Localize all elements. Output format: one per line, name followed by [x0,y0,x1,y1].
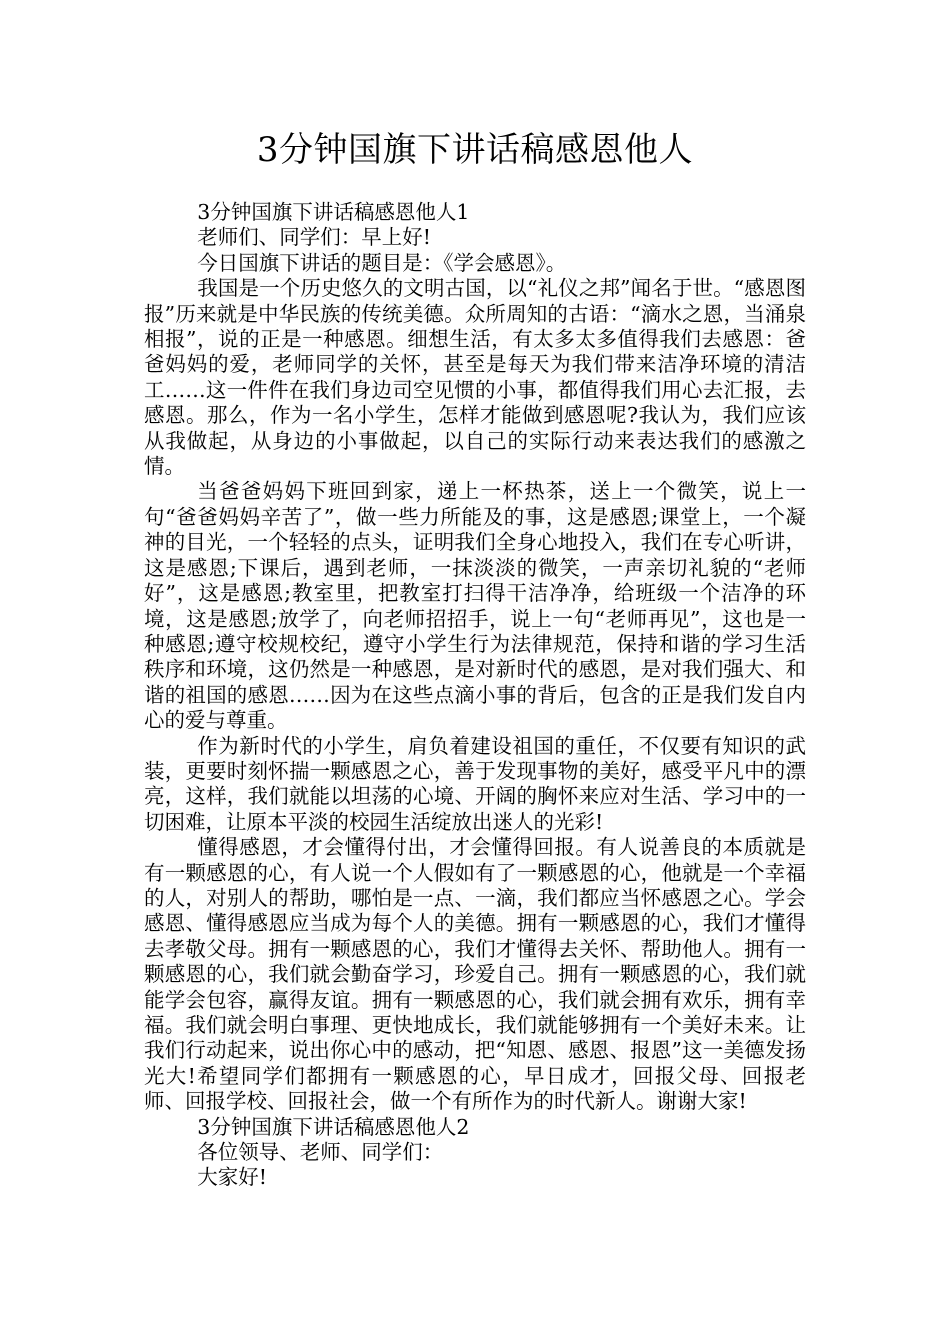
body-paragraph: 懂得感恩，才会懂得付出，才会懂得回报。有人说善良的本质就是有一颗感恩的心，有人说一个人假如有了一颗感恩的心，他就是一个幸福的人，对别人的帮助，哪怕是一点、一滴，我们都应当怀感恩之心。学会感恩、懂得感恩应当成为每个人的美德。拥有一颗感恩的心，我们才懂得去孝敬父母。拥有一颗感恩的心，我们才懂得去关怀、帮助他人。拥有一颗感恩的心，我们就会勤奋学习，珍爱自己。拥有一颗感恩的心，我们就能学会包容，赢得友谊。拥有一颗感恩的心，我们就会拥有欢乐，拥有幸福。我们就会明白事理、更快地成长，我们就能够拥有一个美好未来。让我们行动起来，说出你心中的感动，把“知恩、感恩、报恩”这一美德发扬光大!希望同学们都拥有一颗感恩的心，早日成才，回报父母、回报老师、回报学校、回报社会，做一个有所作为的时代新人。谢谢大家! [144,835,806,1114]
body-paragraph: 我国是一个历史悠久的文明古国，以“礼仪之邦”闻名于世。“感恩图报”历来就是中华民族的传统美德。众所周知的古语：“滴水之恩，当涌泉相报”，说的正是一种感恩。细想生活，有太多太多值得我们去感恩：爸爸妈妈的爱，老师同学的关怀，甚至是每天为我们带来洁净环境的清洁工……这一件件在我们身边司空见惯的小事，都值得我们用心去汇报，去感恩。那么，作为一名小学生，怎样才能做到感恩呢?我认为，我们应该从我做起，从身边的小事做起，以自己的实际行动来表达我们的感激之情。 [144,276,806,479]
greeting: 各位领导、老师、同学们： [197,1140,444,1165]
speech-topic: 今日国旗下讲话的题目是：《学会感恩》。 [197,250,567,275]
document-body [144,200,806,1191]
greeting: 大家好! [197,1165,268,1190]
body-paragraph: 当爸爸妈妈下班回到家，递上一杯热茶，送上一个微笑，说上一句“爸爸妈妈辛苦了”，做一些力所能及的事，这是感恩;课堂上，一个凝神的目光，一个轻轻的点头，证明我们全身心地投入，我们在专心听讲，这是感恩;下课后，遇到老师，一抹淡淡的微笑，一声亲切礼貌的“老师好”，这是感恩;教室里，把教室打扫得干洁净净，给班级一个洁净的环境，这是感恩;放学了，向老师招招手，说上一句“老师再见”，这也是一种感恩;遵守校规校纪，遵守小学生行为法律规范，保持和谐的学习生活秩序和环境，这仍然是一种感恩，是对新时代的感恩，是对我们强大、和谐的祖国的感恩……因为在这些点滴小事的背后，包含的正是我们发自内心的爱与尊重。 [144,479,806,733]
body-paragraph: 作为新时代的小学生，肩负着建设祖国的重任，不仅要有知识的武装，更要时刻怀揣一颗感恩之心，善于发现事物的美好，感受平凡中的漂亮，这样，我们就能以坦荡的心境、开阔的胸怀来应对生活、学习中的一切困难，让原本平淡的校园生活绽放出迷人的光彩! [144,733,806,834]
document-title: 3分钟国旗下讲话稿感恩他人 [256,130,694,170]
section-heading-1: 3分钟国旗下讲话稿感恩他人1 [197,200,470,224]
greeting: 老师们、同学们：早上好! [197,225,432,250]
section-heading-2: 3分钟国旗下讲话稿感恩他人2 [197,1114,470,1139]
